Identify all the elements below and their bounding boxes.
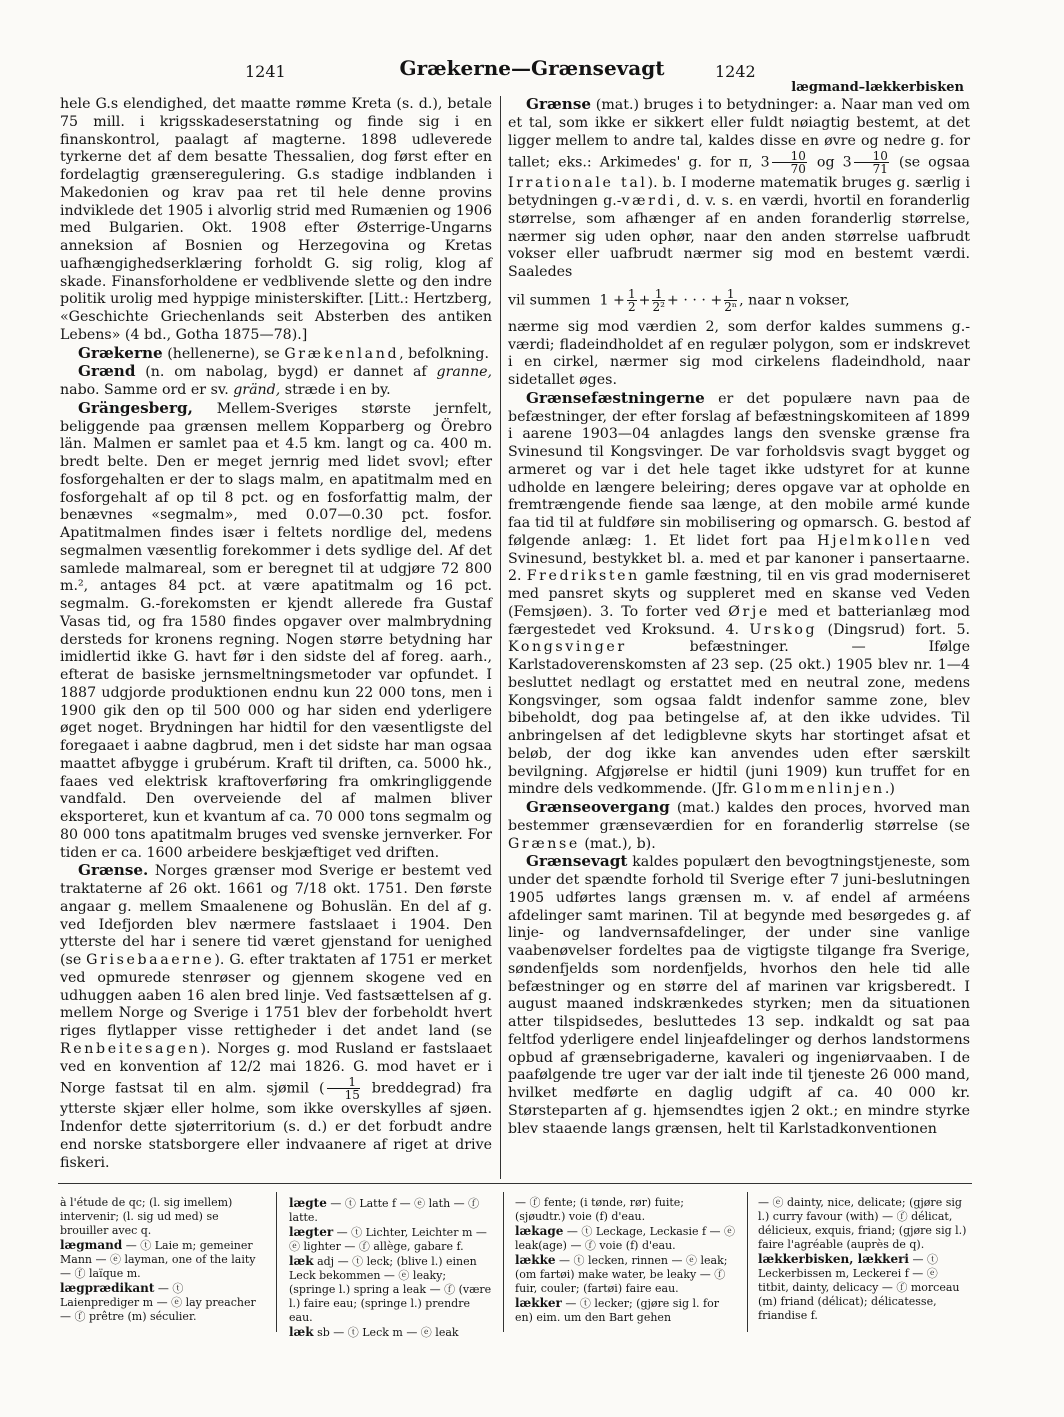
page-number-left: 1241 <box>245 62 286 81</box>
entry-graend: Grænd (n. om nabolag, bygd) er dannet af granne, nabo. Samme ord er sv. gränd, stræde i en by. <box>60 362 492 398</box>
guide-words: lægmand–lækkerbisken <box>791 80 964 95</box>
headword: Grækerne <box>78 343 163 362</box>
entry-graense-mat-continued: nærme sig mod værdien 2, som derfor kaldes summens g.-værdi; fladeindholdet af en regulær polygon, som er indskrevet i en cirkel, nærmer sig mod cirkelens fladeindhold, naar sidetallet øges. <box>508 318 970 388</box>
cross-reference: Renbeitesagen <box>60 1040 201 1057</box>
cross-reference: Grænse <box>508 835 580 852</box>
fraction: $\frac{1}{2}$ <box>627 286 636 314</box>
cross-reference: Kongsvinger <box>508 639 627 656</box>
cross-reference: Hjelmkollen <box>817 532 933 549</box>
glossary-divider <box>276 1192 277 1332</box>
cross-reference: Urskog <box>749 621 818 638</box>
headword: Grænd <box>78 362 136 381</box>
footer-divider <box>58 1183 972 1184</box>
entry-graense-norge: Grænse. Norges grænser mod Sverige er bestemt ved traktaterne af 26 okt. 1661 og 7/18 okt. 1751. Den første angaar g. mellem Smaalenene og Bohuslän. En del af g. ved Idefjorden blev nærmere fastslaaet i 1904. Den ytterste del har i senere tid været gjenstand for uenighed (se Grisebaaerne). G. efter traktaten af 1751 er merket ved opmurede stenrøser og gjennem skogene ved en udhuggen aaben 16 alen bred linje. Ved fastsættelsen af g. mellem Norge og Sverige i 1751 blev der forbeholdt hvert riges flytlapper visse rettigheder i det andet land (se Renbeitesagen). Norges g. mod Rusland er fastslaaet ved en konvention af 12/2 mai 1826. G. mod havet er i Norge fastsat til en alm. sjømil ( $\frac{1}{15}$ breddegrad) fra ytterste skjær eller holme, som ikke overskylles af sjøen. Indenfor dette sjøterritorium (s. d.) er det forbudt andre end norske statsborgere eller indvaanere af riget at drive fiskeri. <box>60 861 492 1171</box>
column-divider <box>500 96 501 1179</box>
entry-graenseovergang: Grænseovergang (mat.) kaldes den proces, hvorved man bestemmer grænseværdien for en foranderlig størrelse (se Grænse (mat.), b). <box>508 798 970 852</box>
glossary-column-3: — ⓕ fente; (i tønde, rør) fuite; (sjøudtr.) voie (f) d'eau. lækage — ⓣ Leckage, Leckasie f — ⓔ leak(age) — ⓕ voie (f) d'eau. lække — ⓣ lecken, rinnen — ⓔ leak; (om fartøi) make water, be leaky — ⓕ fuir, couler; (fartøi) faire eau. lækker — ⓣ lecker; (gjøre sig l. for en) eim. um den Bart gehen <box>515 1196 736 1324</box>
page-title: Grækerne—Grænsevagt <box>399 56 665 80</box>
glossary-entry: lægte — ⓣ Latte f — ⓔ lath — ⓕ latte. <box>289 1196 480 1224</box>
glossary-column-1: à l'étude de qc; (l. sig imellem) intervenir; (l. sig ud med) se brouiller avec q. lægmand — ⓣ Laie m; gemeiner Mann — ⓔ layman, one of the laity — ⓕ laïque m. lægprædikant — ⓣ Laienprediger m — ⓔ lay preacher — ⓕ prêtre (m) séculier. <box>60 1196 263 1324</box>
entry-graensefaestningerne: Grænsefæstningerne er det populære navn paa de befæstninger, der efter forslag af befæstningskomiteen af 1899 i aarene 1903—04 anlagdes langs den svenske grænse fra Svinesund til Kongsvinger. De var forholdsvis svagt bygget og armeret og var i det hele taget ikke udstyret for at kunne udholde en længere beleiring; deres opgave var at opholde en fremtrængende fiende saa længe, at den mobile armé kunde faa tid til at fuldføre sin mobilisering og opmarsch. G. bestod af følgende anlæg: 1. Et lidet fort paa Hjelmkollen ved Svinesund, bestykket bl. a. med et par kanoner i pansertaarne. 2. Fredriksten gamle fæstning, til en vis grad moderniseret med pansret skyts og suppleret med en skanse ved Veden (Femsjøen). 3. To forter ved Ørje med et batterianlæg mod færgestedet ved Kroksund. 4. Urskog (Dingsrud) fort. 5. Kongsvinger befæstninger. — Ifølge Karlstadoverenskomsten af 23 sep. (25 okt.) 1905 blev nr. 1—4 besluttet nedlagt og erstattet med en neutral zone, medens Kongsvinger, som ogsaa faldt indenfor samme zone, blev bibeholdt, dog paa betingelse af, at den ikke udvides. Til anbringelsen af det ledigblevne skyts har stortinget afsat et beløb, der dog ikke kan anvendes uden efter særskilt bevilgning. Afgjørelse er hidtil (juni 1909) kun truffet for en mindre dels vedkommende. (Jfr. Glommenlinjen.) <box>508 388 971 798</box>
series-formula: vil summen 1 + $\frac{1}{2}$ + $\frac{1}{\text{2²}}$ + · · · + $\frac{1}{\text{2ⁿ}}$ , naar n vokser, <box>508 286 850 314</box>
cross-reference: Grækenland <box>284 345 400 362</box>
cross-reference: Irrationale tal <box>508 175 648 192</box>
fraction: $\frac{1}{\text{2ⁿ}}$ <box>724 286 738 314</box>
fraction: $\frac{10}{71}$ <box>854 150 889 175</box>
glossary-entry: lækage — ⓣ Leckage, Leckasie f — ⓔ leak(age) — ⓕ voie (f) d'eau. <box>515 1224 736 1252</box>
headword: Grænseovergang <box>526 798 670 816</box>
cross-reference: Ørje <box>728 603 770 620</box>
glossary-entry: læk adj — ⓣ leck; (blive l.) einen Leck bekommen — ⓔ leaky; (springe l.) spring a leak — ⓕ (være l.) faire eau; (springe l.) prendre eau. <box>289 1254 492 1324</box>
glossary-divider <box>503 1192 504 1332</box>
paragraph-greece-continued: hele G.s elendighed, det maatte rømme Kreta (s. d.), betale 75 mill. i krigsskadeserstatning og finde sig i en finanskontrol, paalagt af magterne. 1898 udleverede tyrkerne det af dem besatte Thessalien, dog først efter en fordelagtig grænseregulering. G.s stadige indblanden i Makedonien og krav paa ret til hele denne provins indviklede det 1905 i alvorlig strid med Rumænien og 1906 med Bulgarien. Okt. 1908 efter Østerrige-Ungarns anneksion af Bosnien og Herzegovina og Kretas uafhængighedserklæring forholdt G. sig rolig, klog af skade. Finansforholdene er vedblivende slette og den indre politik urolig med hyppige ministerskifter. [Litt.: Hertzberg, «Geschichte Griechenlands seit Absterben des antiken Lebens» (4 bd., Gotha 1875—78).] <box>60 96 492 343</box>
glossary-entry: lækker — ⓣ lecker; (gjøre sig l. for en) eim. um den Bart gehen <box>515 1296 719 1324</box>
glossary-column-4: — ⓔ dainty, nice, delicate; (gjøre sig l.) curry favour (with) — ⓕ délicat, délicieux, exquis, friand; (gjøre sig l.) faire l'agréable (auprès de q). lækkerbisken, lækkeri — ⓣ Leckerbissen m, Leckerei f — ⓔ titbit, dainty, delicacy — ⓕ morceau (m) friand (délicat); délicatesse, friandise f. <box>758 1196 970 1323</box>
page-number-right: 1242 <box>715 62 756 81</box>
entry-graekerne: Grækerne (hellenerne), se Grækenland, befolkning. <box>78 343 489 362</box>
right-column <box>508 96 970 1138</box>
page-header <box>0 56 1064 95</box>
glossary-entry: lægprædikant — ⓣ Laienprediger m — ⓔ lay preacher — ⓕ prêtre (m) séculier. <box>60 1281 256 1323</box>
glossary-entry: lækkerbisken, lækkeri — ⓣ Leckerbissen m, Leckerei f — ⓔ titbit, dainty, delicacy — ⓕ morceau (m) friand (délicat); délicatesse, friandise f. <box>758 1252 960 1322</box>
headword: Grænse <box>526 95 592 113</box>
entry-grangesberg: Grängesberg, Mellem-Sveriges største jernfelt, beliggende paa grænsen mellem Kopparberg og Örebro län. Malmen er samlet paa et 4.5 km. langt og ca. 400 m. bredt belte. Den er meget jernrig med lidet svovl; efter fosforgehalten er der to slags malm, en apatitmalm med en fosforgehalt af op til 8 pct. og en fosforfattig malm, der benævnes «segmalm», med 0.07—0.30 pct. fosfor. Apatitmalmen findes især i feltets nordlige del, medens segmalmen væsentlig forekommer i dets sydlige del. Af det samlede malmareal, som er beregnet til at udgjøre 72 800 m.², antages 84 pct. at være apatitmalm og 16 pct. segmalm. G.-forekomsten er kjendt allerede fra Gustaf Vasas tid, og fra 1580 findes opgaver over malmbrydning dersteds for kronens regning. Nogen større betydning har imidlertid ikke G. havt før i den sidste del af foreg. aarh., efterat de basiske jernsmeltningsmetoder var opfundet. I 1887 udgjorde produktionen endnu kun 22 000 tons, men i 1900 gik den op til 500 000 og har siden end yderligere øget noget. Brydningen har hidtil for den væsentligste del foregaaet i aabne dagbrud, men i det sidste har man ogsaa maattet afbygge i grubérum. Kraft til driften, ca. 5000 hk., faaes ved elektrisk kraftoverføring fra omkringliggende vandfald. Den overveiende del af malmen bliver eksporteret, kun et kvantum af ca. 70 000 tons segmalm og 80 000 tons apatitmalm bruges ved svenske jernverker. For tiden er ca. 1600 arbeidere beskjæftiget ved driften. <box>60 398 492 861</box>
headword: Grænsefæstningerne <box>526 388 705 407</box>
cross-reference: Fredriksten <box>526 568 640 585</box>
glossary-column-2 <box>289 1196 492 1340</box>
glossary-divider <box>747 1192 748 1332</box>
entry-graensevagt: Grænsevagt kaldes populært den bevogtningstjeneste, som under det spændte forhold til Sverige efter 7 juni-beslutningen 1905 udførtes langs grænsen m. v. af endel af arméens afdelinger samt marinen. Til at begynde med besørgedes g. af linje- og landvernsafdelinger, der under sine vanlige vaabenøvelser fordeltes paa de vigtigste tilgange fra Sverige, søndenfjelds som nordenfjelds, hvorhos den hele tid alle befæstninger og en større del af marinen var krigsberedt. I august maaned indskrænkedes styrken; men da situationen atter tilspidsedes, besluttedes 13 sep. indkaldt og sat paa feltfod yderligere endel linjeafdelinger og derhos landstormens opbud af grænsebrigaderne, kavaleri og ingeniørvaaben. I de paafølgende tre uger var der ialt inde til tjeneste 26 000 mand, hvilket medførte en daglig udgift af ca. 40 000 kr. Størsteparten af g. hjemsendtes igjen 2 okt.; en mindre styrke blev staaende langs grænsen, helt til Karlstadkonventionen <box>508 852 970 1137</box>
glossary-entry: lægter — ⓣ Lichter, Leichter m — ⓔ lighter — ⓕ allège, gabare f. <box>289 1225 487 1253</box>
entry-graense-mat: Grænse (mat.) bruges i to betydninger: a. Naar man ved om et tal, som ikke er sikkert eller fuldt nøiagtig bestemt, at det ligger mellem to andre tal, kaldes disse en øvre og nedre g. for tallet; eks.: Arkimedes' g. for π, 3 $\frac{10}{70}$ og 3 $\frac{10}{71}$ (se ogsaa Irrationale tal). b. I moderne matematik bruges g. særlig i betydningen g.-værdi, d. v. s. en værdi, hvortil en foranderlig størrelse, som afhænger af en anden foranderlig størrelse, nærmer sig uden ophør, naar den anden størrelse uafbrudt vokser eller uafbrudt nærmer sig mod en bestemt værdi. Saaledes <box>508 95 970 280</box>
cross-reference: Glommenlinjen <box>742 781 885 798</box>
fraction: $\frac{10}{70}$ <box>772 150 807 175</box>
cross-reference: Grisebaaerne <box>86 952 215 968</box>
glossary-entry: lægmand — ⓣ Laie m; gemeiner Mann — ⓔ layman, one of the laity — ⓕ laïque m. <box>60 1238 256 1280</box>
cross-reference: værdi <box>621 193 677 209</box>
headword: Grænsevagt <box>526 852 628 871</box>
fraction: $\frac{1}{\text{2²}}$ <box>652 286 665 314</box>
headword: Grænse. <box>78 861 149 880</box>
left-column <box>60 96 492 1172</box>
glossary-entry: lække — ⓣ lecken, rinnen — ⓔ leak; (om fartøi) make water, be leaky — ⓕ fuir, couler; (fartøi) faire eau. <box>515 1253 728 1295</box>
glossary-entry: læk sb — ⓣ Leck m — ⓔ leak <box>289 1325 459 1339</box>
headword: Grängesberg, <box>78 398 193 417</box>
fraction: $\frac{1}{15}$ <box>327 1076 360 1101</box>
